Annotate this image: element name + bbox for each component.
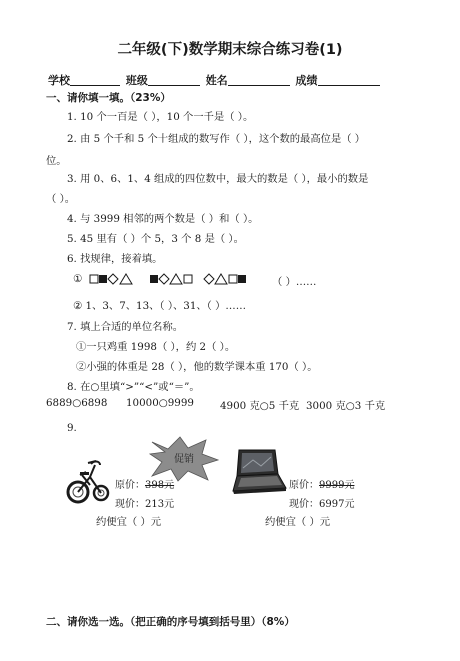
- question-8-item: 4900 克○5 千克: [220, 400, 300, 412]
- square-outline-shape: [90, 275, 98, 283]
- question-2: 2. 由 5 个千和 5 个十组成的数写作（ ），这个数的最高位是（ ）: [67, 133, 366, 145]
- question-7: 7. 填上合适的单位名称。: [67, 321, 184, 333]
- question-6-part-2: ② 1、3、7、13、（ ）、31、（ ）……: [73, 300, 247, 312]
- class-blank: [148, 74, 200, 86]
- question-2-cont: 位。: [46, 155, 67, 167]
- score-blank: [318, 74, 380, 86]
- question-8-item: 3000 克○3 千克: [306, 400, 386, 412]
- name-blank: [228, 74, 290, 86]
- item-2-discount-answer: 约便宜（ ）元: [265, 516, 331, 528]
- item-1-original-label: 原价：: [115, 480, 145, 491]
- score-label: 成绩: [295, 74, 318, 87]
- laptop-icon: [231, 448, 287, 498]
- name-label: 姓名: [205, 74, 228, 87]
- question-8-item: 6889○6898: [46, 397, 108, 409]
- tricycle-icon: [66, 455, 112, 505]
- diamond-shape: [204, 274, 214, 284]
- question-7-part-1: ①一只鸡重 1998（ ），约 2（ ）。: [76, 341, 236, 353]
- triangle-shape: [170, 274, 182, 284]
- section-1-heading: 一、请你填一填。（23%）: [46, 92, 171, 104]
- item-1-original-price: 398元: [145, 480, 175, 491]
- square-outline-shape: [229, 275, 237, 283]
- square-filled-shape: [99, 275, 107, 283]
- item-1-discount-answer: 约便宜（ ）元: [96, 516, 162, 528]
- square-filled-shape: [238, 275, 246, 283]
- question-9: 9.: [67, 422, 77, 434]
- question-7-part-2: ②小强的体重是 28（ ），他的数学课本重 170（ ）。: [76, 361, 318, 373]
- item-1-current-price: 213元: [145, 499, 175, 510]
- question-6-part-1-blank: （ ）……: [272, 276, 317, 288]
- item-1-current-price-row: [115, 495, 174, 510]
- student-info-row: [48, 72, 380, 88]
- item-1-original-price-row: [115, 476, 174, 491]
- question-3: 3. 用 0、6、1、4 组成的四位数中，最大的数是（ ），最小的数是: [67, 173, 369, 185]
- school-label: 学校: [48, 74, 70, 87]
- class-label: 班级: [125, 74, 148, 87]
- question-4: 4. 与 3999 相邻的两个数是（ ）和（ ）。: [67, 213, 259, 225]
- question-3-cont: （ ）。: [46, 193, 76, 205]
- item-2-original-price: 9999元: [319, 480, 355, 491]
- question-8: 8. 在○里填“>”“<”或“＝”。: [67, 381, 200, 393]
- item-1-current-label: 现价：: [115, 499, 145, 510]
- diamond-shape: [159, 274, 169, 284]
- question-1: 1. 10 个一百是（ ），10 个一千是（ ）。: [67, 111, 254, 123]
- question-6-part-1-label: ①: [73, 273, 83, 285]
- triangle-shape: [120, 274, 132, 284]
- square-outline-shape: [184, 275, 192, 283]
- shape-pattern: [88, 272, 268, 286]
- item-2-current-price: 6997元: [319, 499, 355, 510]
- page-title: 二年级(下)数学期末综合练习卷(1): [117, 42, 343, 58]
- item-2-current-price-row: [289, 495, 354, 510]
- section-2-heading: 二、请你选一选。（把正确的序号填到括号里）（8%）: [46, 616, 295, 628]
- promo-label: 促销: [174, 454, 194, 465]
- item-2-current-label: 现价：: [289, 499, 319, 510]
- square-filled-shape: [150, 275, 158, 283]
- item-2-original-label: 原价：: [289, 480, 319, 491]
- question-5: 5. 45 里有（ ）个 5，3 个 8 是（ ）。: [67, 233, 244, 245]
- item-2-original-price-row: [289, 476, 354, 491]
- triangle-shape: [215, 274, 227, 284]
- question-8-item: 10000○9999: [126, 397, 194, 409]
- school-blank: [70, 74, 120, 86]
- question-6: 6. 找规律，接着填。: [67, 253, 163, 265]
- diamond-shape: [108, 274, 118, 284]
